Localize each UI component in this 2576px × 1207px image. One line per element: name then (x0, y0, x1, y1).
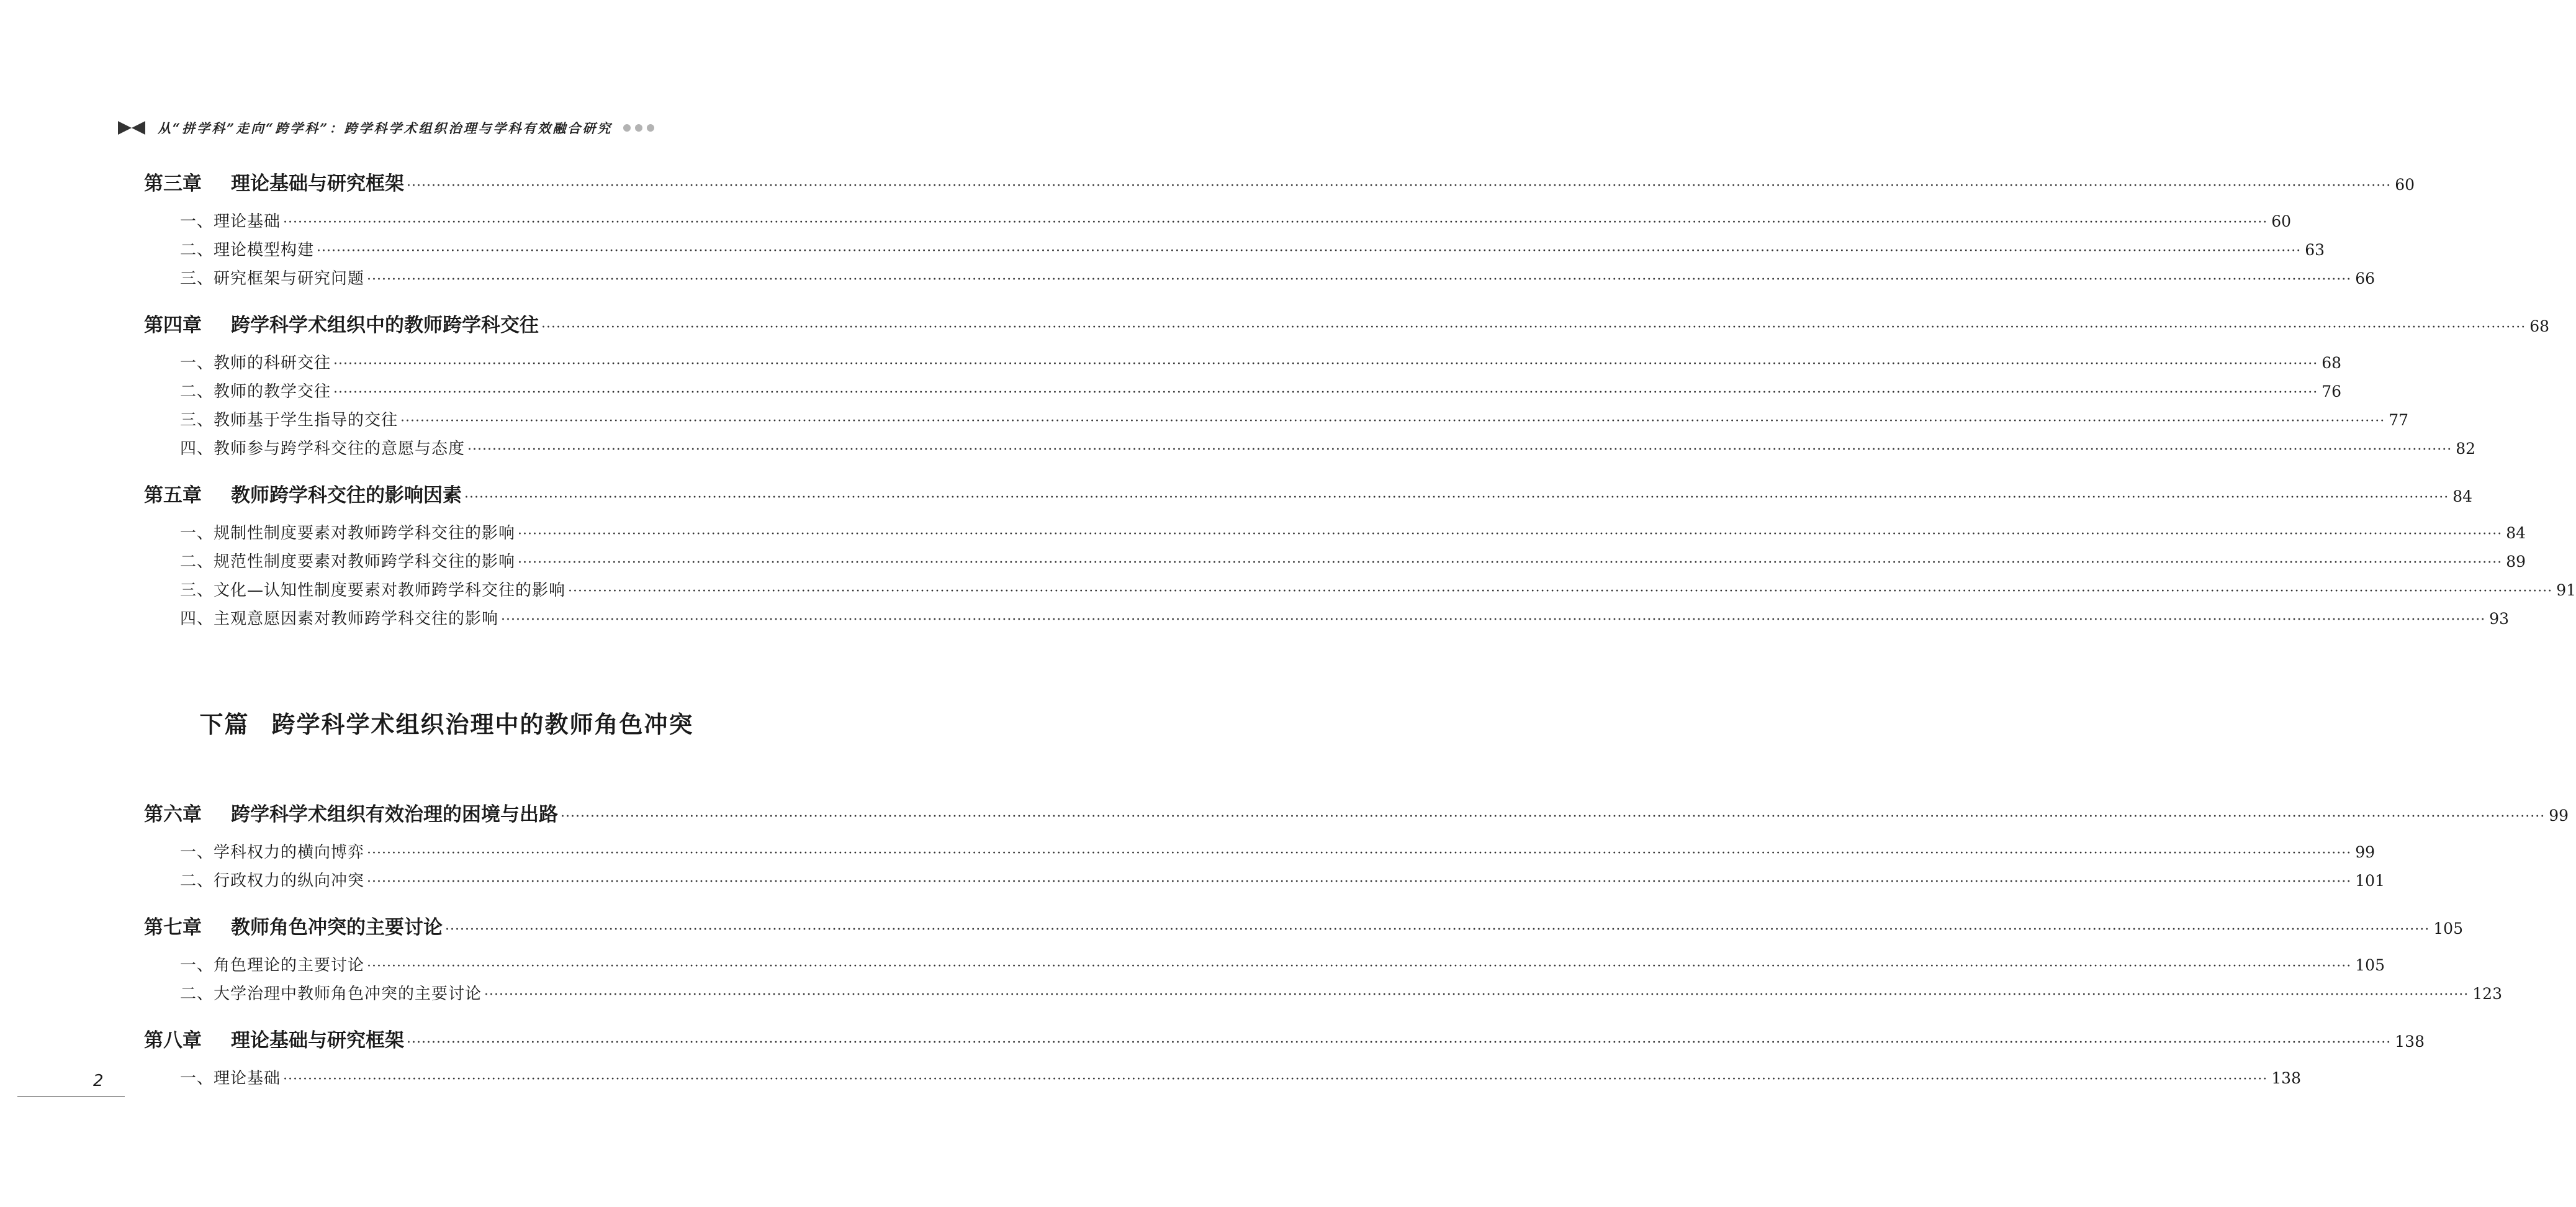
table-of-contents-part2 (144, 798, 2569, 1094)
page-ref: 84 (2452, 487, 2473, 505)
section-title: 二、大学治理中教师角色冲突的主要讨论 (180, 985, 482, 1003)
dot-leader: ················································································································································································································································································································································································································ (407, 1035, 2392, 1051)
dots-ornament-icon (623, 124, 654, 132)
page-ref: 99 (2355, 843, 2376, 861)
part-label: 下篇 (199, 710, 250, 738)
table-of-contents-part1 (144, 168, 2576, 635)
page-ref: 123 (2472, 985, 2502, 1003)
page-ref: 82 (2456, 440, 2476, 458)
dot-leader: ················································································································································································································································································································································································································ (518, 555, 2503, 571)
dot-leader: ················································································································································································································································································································································································································ (367, 959, 2352, 974)
section-title: 二、理论模型构建 (180, 241, 315, 260)
dot-leader: ················································································································································································································································································································································································································ (367, 846, 2352, 861)
part-heading (0, 705, 893, 739)
section-title: 四、教师参与跨学科交往的意愿与态度 (180, 440, 466, 458)
toc-section-entry[interactable] (144, 520, 2526, 549)
page-ref: 84 (2506, 524, 2526, 542)
chapter-title: 教师跨学科交往的影响因素 (231, 484, 462, 507)
toc-section-entry[interactable] (144, 981, 2502, 1010)
chapter-title: 跨学科学术组织中的教师跨学科交往 (231, 314, 539, 337)
page-ref: 105 (2355, 956, 2385, 974)
chapter-number: 第六章 (144, 803, 202, 826)
page-ref: 101 (2355, 872, 2385, 890)
dot-leader: ················································································································································································································································································································································································································ (467, 442, 2452, 458)
dot-leader: ················································································································································································································································································································································································································ (518, 527, 2503, 542)
page-ref: 68 (2322, 354, 2342, 372)
chapter-number: 第七章 (144, 916, 202, 939)
toc-section-entry[interactable] (144, 350, 2342, 379)
page-ref: 89 (2506, 553, 2526, 571)
section-title: 一、角色理论的主要讨论 (180, 956, 365, 975)
dot-leader: ················································································································································································································································································································································································································ (367, 874, 2352, 890)
toc-section-entry[interactable] (144, 868, 2385, 897)
dot-leader: ················································································································································································································································································································································································································ (333, 356, 2318, 372)
toc-section-entry[interactable] (144, 379, 2342, 407)
page-ref: 66 (2355, 269, 2376, 287)
toc-section-entry[interactable] (144, 407, 2409, 436)
dot-leader: ················································································································································································································································································································································································································ (333, 385, 2318, 400)
section-title: 三、文化—认知性制度要素对教师跨学科交往的影响 (180, 581, 566, 600)
section-title: 四、主观意愿因素对教师跨学科交往的影响 (180, 610, 499, 628)
page-ref: 105 (2433, 920, 2463, 938)
toc-section-entry[interactable] (144, 839, 2376, 868)
dot-leader: ················································································································································································································································································································································································································ (501, 612, 2486, 628)
dot-leader: ················································································································································································································································································································································································································ (407, 178, 2392, 194)
chapter-number: 第三章 (144, 173, 202, 195)
page-ref: 68 (2529, 317, 2550, 335)
page-ref: 91 (2556, 581, 2576, 599)
toc-section-entry[interactable] (144, 952, 2385, 981)
running-title: 从“拼学科”走向“跨学科”：跨学科学术组织治理与学科有效融合研究 (158, 120, 613, 136)
dot-leader: ················································································································································································································································································································································································································ (561, 809, 2546, 825)
toc-chapter-entry[interactable] (144, 479, 2473, 508)
chapter-title: 理论基础与研究框架 (231, 173, 404, 195)
page-ref: 99 (2549, 807, 2569, 825)
dot-leader: ················································································································································································································································································································································································································ (400, 414, 2385, 429)
dot-leader: ················································································································································································································································································································································································································ (568, 584, 2553, 599)
toc-chapter-entry[interactable] (144, 309, 2550, 338)
toc-section-entry[interactable] (144, 209, 2292, 237)
running-header (118, 115, 695, 140)
section-title: 一、学科权力的横向博弈 (180, 843, 365, 862)
chapter-title: 教师角色冲突的主要讨论 (231, 916, 443, 939)
chapter-number: 第四章 (144, 314, 202, 337)
section-title: 二、教师的教学交往 (180, 382, 331, 401)
page-ref: 138 (2395, 1033, 2425, 1051)
toc-section-entry[interactable] (144, 237, 2325, 266)
dot-leader: ················································································································································································································································································································································································································ (317, 243, 2302, 259)
page-number: 2 (93, 1072, 104, 1090)
toc-chapter-entry[interactable] (144, 1024, 2425, 1053)
chapter-title: 跨学科学术组织有效治理的困境与出路 (231, 803, 558, 826)
page-ref: 138 (2271, 1069, 2301, 1087)
dot-leader: ················································································································································································································································································································································································································ (445, 922, 2430, 938)
chapter-title: 理论基础与研究框架 (231, 1029, 404, 1052)
toc-section-entry[interactable] (144, 436, 2476, 464)
page-ref: 77 (2389, 411, 2409, 429)
toc-section-entry[interactable] (144, 577, 2576, 606)
chapter-number: 第五章 (144, 484, 202, 507)
page-ref: 93 (2489, 610, 2510, 628)
dot-leader: ················································································································································································································································································································································································································ (283, 1072, 2268, 1087)
page-ref: 60 (2395, 176, 2415, 194)
dot-leader: ················································································································································································································································································································································································································ (484, 987, 2469, 1003)
toc-chapter-entry[interactable] (144, 798, 2569, 827)
chapter-number: 第八章 (144, 1029, 202, 1052)
section-title: 一、理论基础 (180, 1069, 281, 1088)
toc-section-entry[interactable] (144, 1065, 2301, 1094)
page-ref: 60 (2271, 212, 2292, 230)
toc-chapter-entry[interactable] (144, 168, 2415, 196)
section-title: 一、理论基础 (180, 212, 281, 231)
section-title: 三、研究框架与研究问题 (180, 269, 365, 288)
toc-section-entry[interactable] (144, 266, 2376, 294)
page-ref: 76 (2322, 382, 2342, 400)
part-title-text: 跨学科学术组织治理中的教师角色冲突 (271, 710, 694, 738)
section-title: 一、规制性制度要素对教师跨学科交往的影响 (180, 524, 516, 543)
toc-section-entry[interactable] (144, 549, 2526, 577)
toc-section-entry[interactable] (144, 606, 2510, 635)
dot-leader: ················································································································································································································································································································································································································ (283, 215, 2268, 230)
dot-leader: ················································································································································································································································································································································································································ (367, 272, 2352, 287)
footer-rule (17, 1096, 125, 1097)
section-title: 三、教师基于学生指导的交往 (180, 411, 399, 430)
section-title: 二、规范性制度要素对教师跨学科交往的影响 (180, 553, 516, 571)
toc-chapter-entry[interactable] (144, 911, 2463, 940)
dot-leader: ················································································································································································································································································································································································································ (541, 320, 2526, 335)
section-title: 二、行政权力的纵向冲突 (180, 872, 365, 890)
page-ref: 63 (2305, 241, 2325, 259)
bowtie-ornament-icon (118, 121, 145, 135)
section-title: 一、教师的科研交往 (180, 354, 331, 373)
dot-leader: ················································································································································································································································································································································································································ (464, 490, 2449, 505)
